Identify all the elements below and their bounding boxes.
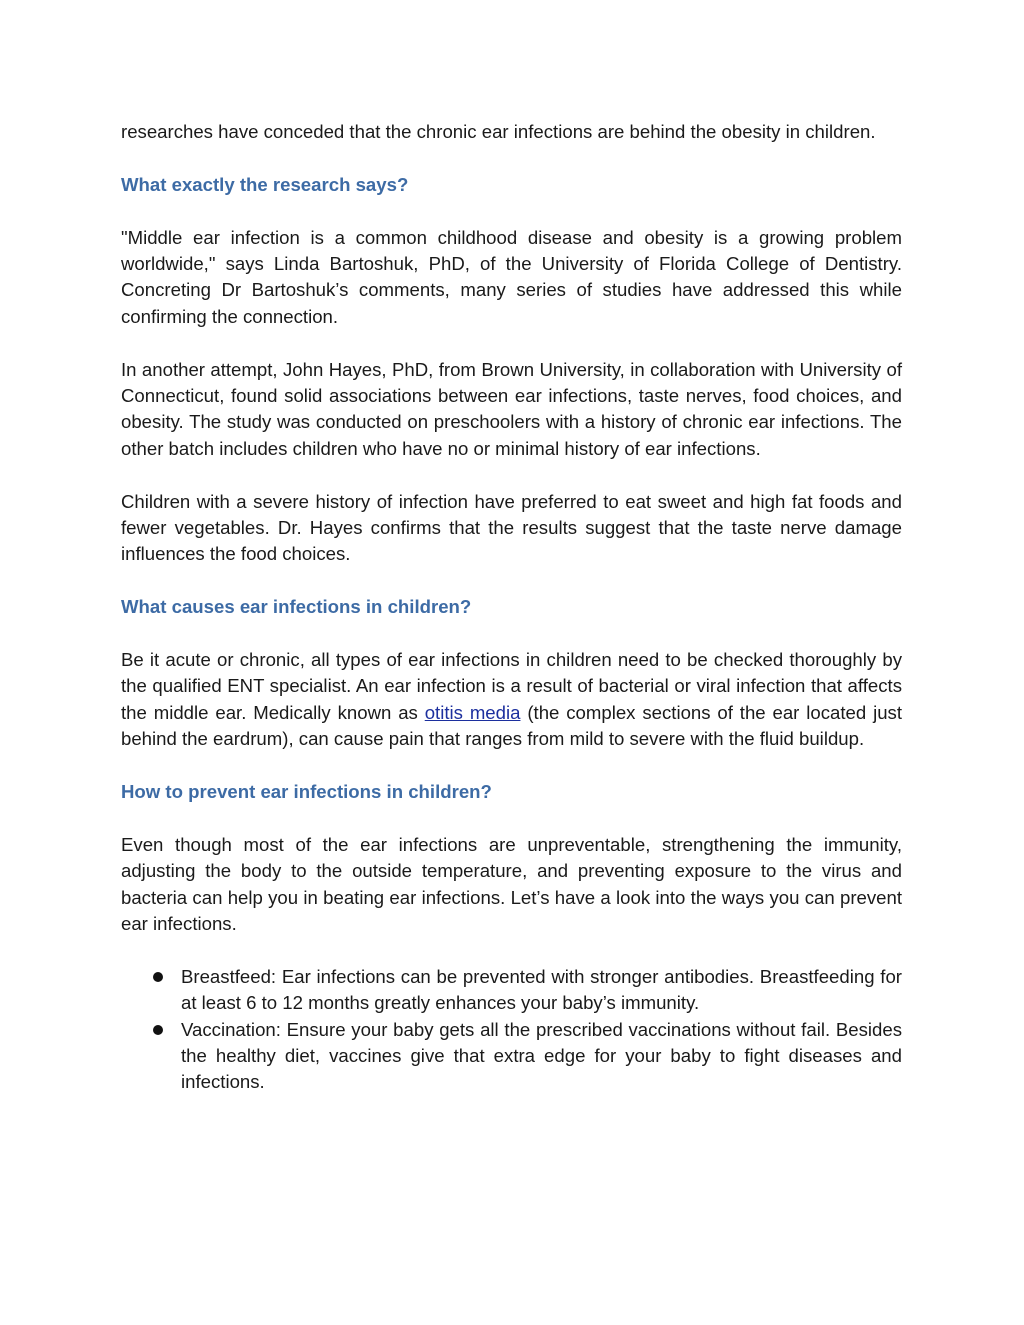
quote-paragraph: "Middle ear infection is a common childhood disease and obesity is a growing problem worldwide," says Linda Bartoshuk, PhD, of the University of Florida College of Dentistry. Concreting Dr Bartoshuk’s comments, many series of studies have addressed this while confirming the connection. xyxy=(121,226,902,327)
list-item-breastfeed xyxy=(121,964,902,1017)
list-item-text: Breastfeed: Ear infections can be prevented with stronger antibodies. Breastfeeding for at least 6 to 12 months greatly enhances your baby’s immunity. xyxy=(181,965,902,1014)
causes-text-after-link: (the complex sections of the ear located just behind the eardrum), can cause pain that ranges from mild to severe with the fluid buildup. xyxy=(121,701,903,750)
spacer xyxy=(121,198,902,224)
causes-paragraph xyxy=(121,647,902,753)
list-item-text: Vaccination: Ensure your baby gets all the prescribed vaccinations without fail. Besides the healthy diet, vaccines give that extra edge for your baby to fight diseases and infections. xyxy=(181,1018,902,1093)
spacer xyxy=(121,462,902,488)
bullet-icon xyxy=(153,1025,163,1035)
spacer xyxy=(121,330,902,356)
spacer xyxy=(121,753,902,779)
intro-paragraph: researches have conceded that the chronic ear infections are behind the obesity in children. xyxy=(121,121,876,142)
bullet-icon xyxy=(153,972,163,982)
spacer xyxy=(121,568,902,594)
heading-research: What exactly the research says? xyxy=(121,173,409,195)
prevention-list xyxy=(121,964,902,1096)
causes-text-before-link: Be it acute or chronic, all types of ear infections in children need to be checked thoroughly by the qualified ENT specialist. An ear infection is a result of bacterial or viral infection that affects the middle ear. Medically known as xyxy=(121,649,902,723)
spacer xyxy=(121,145,902,171)
document-page xyxy=(121,119,902,1096)
prevent-paragraph: Even though most of the ear infections are unpreventable, strengthening the immunity, adjusting the body to the outside temperature, and preventing exposure to the virus and bacteria can help you in beating ear infections. Let’s have a look into the ways you can prevent ear infections. xyxy=(121,833,902,935)
list-item-vaccination xyxy=(121,1017,902,1096)
spacer xyxy=(121,805,902,831)
heading-prevent: How to prevent ear infections in children? xyxy=(121,781,492,803)
spacer xyxy=(121,621,902,647)
results-paragraph: Children with a severe history of infection have preferred to eat sweet and high fat foods and fewer vegetables. Dr. Hayes confirms that the results suggest that the taste nerve damage influences the food choices. xyxy=(121,490,902,565)
spacer xyxy=(121,937,902,963)
otitis-media-link[interactable]: otitis media xyxy=(424,701,521,723)
heading-causes: What causes ear infections in children? xyxy=(121,596,472,618)
hayes-paragraph: In another attempt, John Hayes, PhD, from Brown University, in collaboration with University of Connecticut, found solid associations between ear infections, taste nerves, food choices, and obesity. The study was conducted on preschoolers with a history of chronic ear infections. The other batch includes children who have no or minimal history of ear infections. xyxy=(121,358,902,459)
